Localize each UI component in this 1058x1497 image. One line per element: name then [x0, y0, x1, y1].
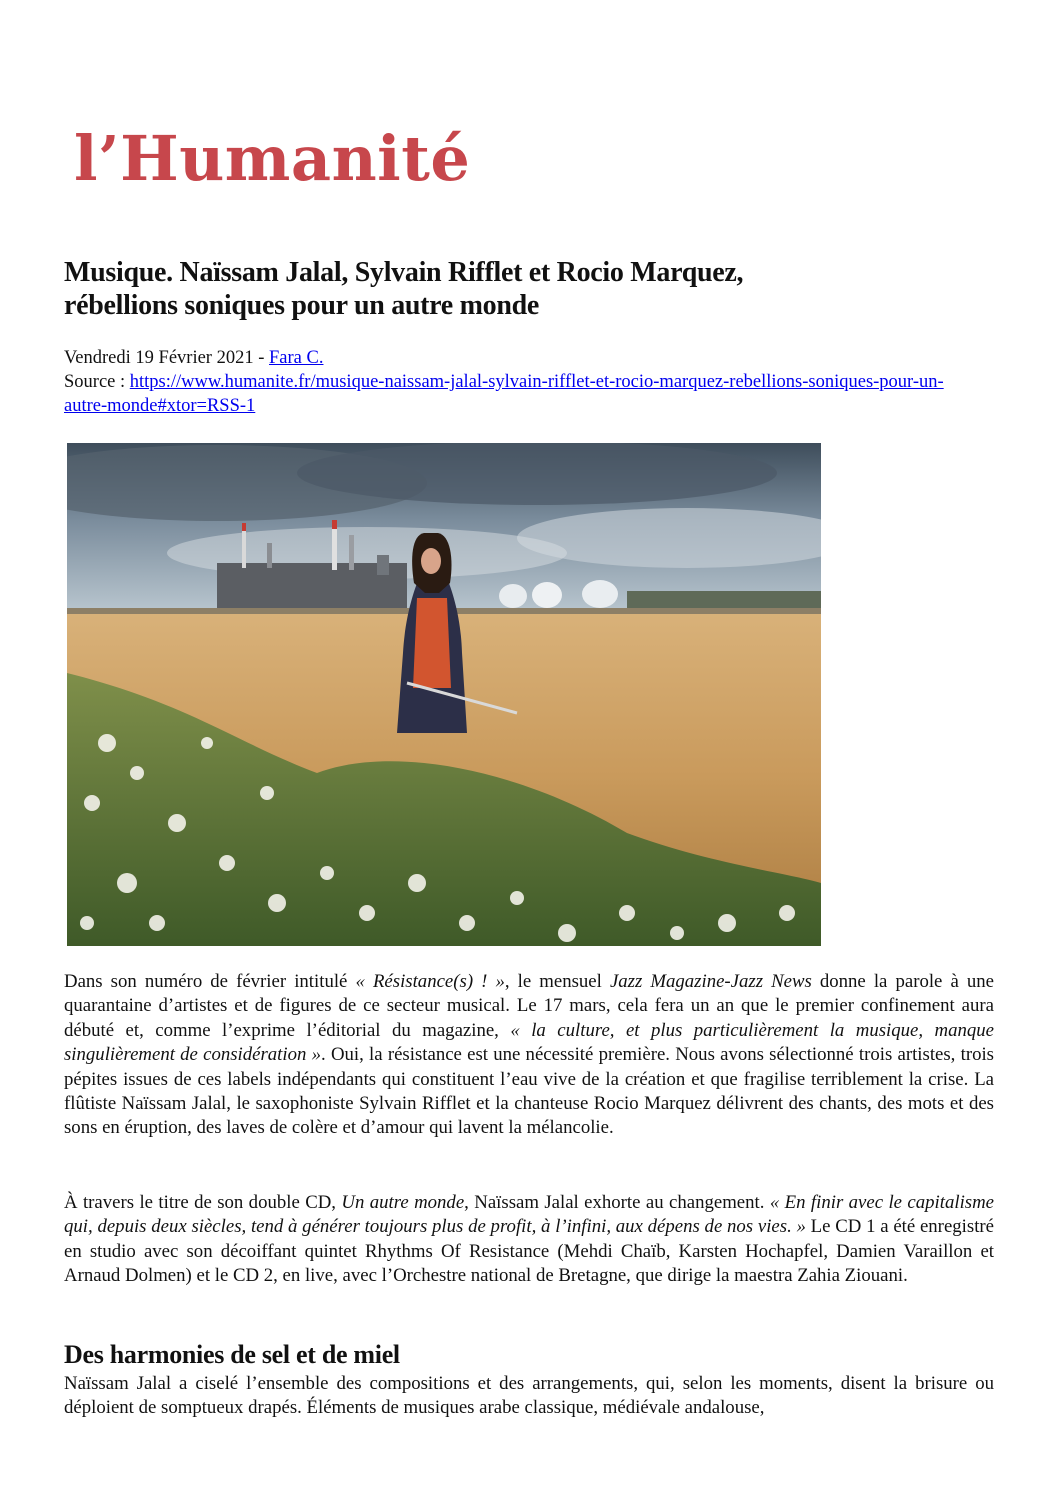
paragraph-3: Naïssam Jalal a ciselé l’ensemble des compositions et des arrangements, qui, selon les moments, disent la brisure ou déploient de somptueux drapés. Éléments de musiques arabe classique, médiévale andalouse,	[64, 1373, 994, 1419]
article-title-line-2: rébellions soniques pour un autre monde	[64, 290, 540, 321]
article-date: Vendredi 19 Février 2021 -	[64, 348, 269, 368]
masthead-logo: l’Humanité	[74, 122, 471, 195]
author-link[interactable]: Fara C.	[269, 348, 324, 368]
paragraph-2: À travers le titre de son double CD, Un autre monde, Naïssam Jalal exhorte au changement. « En finir avec le capitalisme qui, depuis deux siècles, tend à générer toujours plus de profit, à l’infini, aux dépens de nos vies. » Le CD 1 a été enregistré en studio avec son décoiffant quintet Rhythms Of Resistance (Mehdi Chaïb, Karsten Hochapfel, Damien Varaillon et Arnaud Dolmen) et le CD 2, en live, avec l’Orchestre national de Bretagne, que dirige la maestra Zahia Ziouani.	[64, 1192, 994, 1287]
source-label: Source :	[64, 372, 130, 392]
article-meta	[64, 346, 984, 418]
source-link[interactable]: https://www.humanite.fr/musique-naissam-jalal-sylvain-rifflet-et-rocio-marquez-rebellions-soniques-pour-un-autre-monde#xtor=RSS-1	[64, 372, 944, 416]
article-photo	[67, 443, 821, 946]
paragraph-1: Dans son numéro de février intitulé « Résistance(s) ! », le mensuel Jazz Magazine-Jazz News donne la parole à une quarantaine d’artistes et de figures de ce secteur musical. Le 17 mars, cela fera un an que le premier confinement aura débuté et, comme l’exprime l’éditorial du magazine, « la culture, et plus particulièrement la musique, manque singulièrement de considération ». Oui, la résistance est une nécessité première. Nous avons sélectionné trois artistes, trois pépites issues de ces labels indépendants qui constituent l’eau vive de la création et que fragilise terriblement la crise. La flûtiste Naïssam Jalal, le saxophoniste Sylvain Rifflet et la chanteuse Rocio Marquez délivrent des chants, des mots et des sons en éruption, des laves de colère et d’amour qui lavent la mélancolie.	[64, 971, 994, 1139]
section-heading: Des harmonies de sel et de miel	[64, 1340, 400, 1369]
article-title-line-1: Musique. Naïssam Jalal, Sylvain Rifflet et Rocio Marquez,	[64, 257, 744, 288]
article-title	[64, 256, 964, 322]
